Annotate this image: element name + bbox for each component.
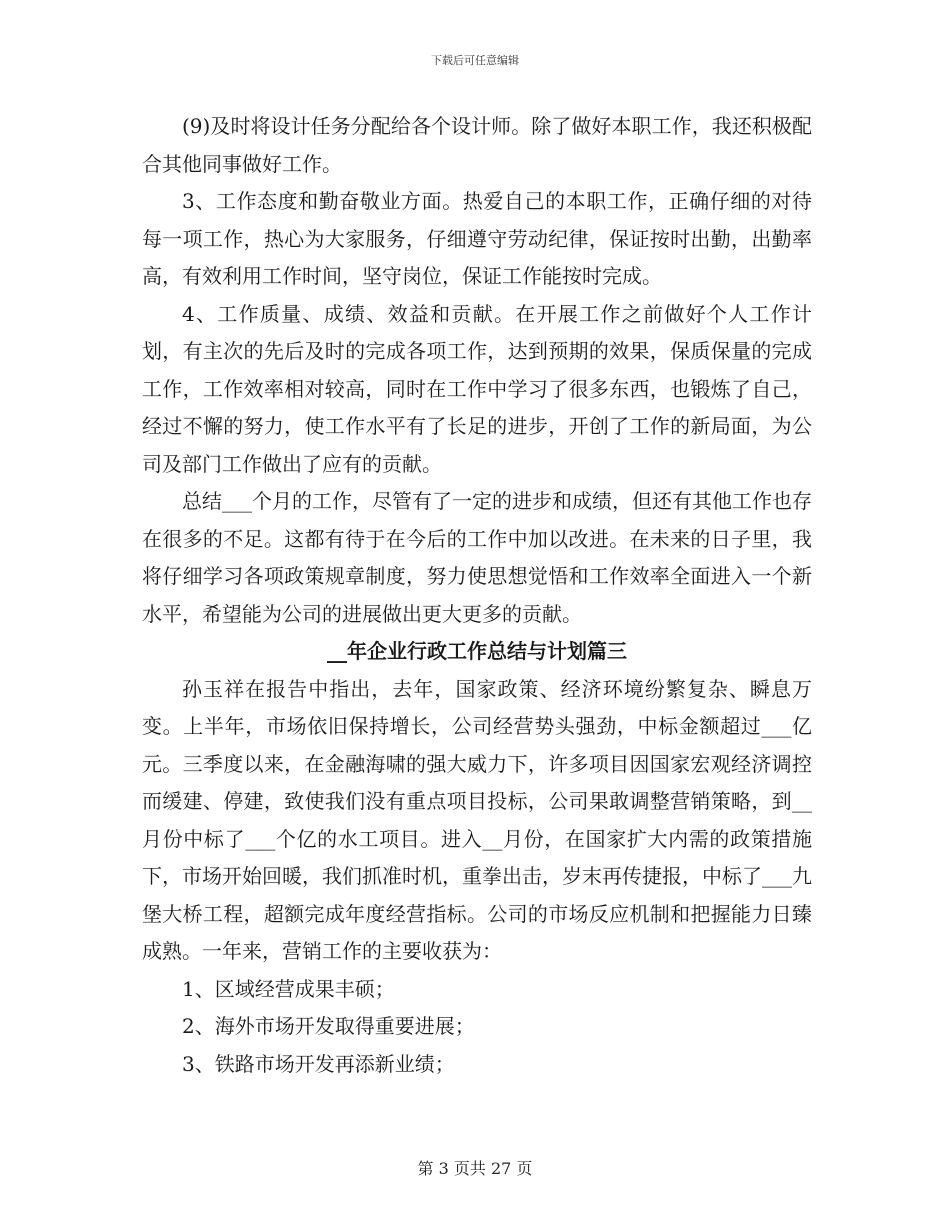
paragraph-summary: 总结___个月的工作，尽管有了一定的进步和成绩，但还有其他工作也存在很多的不足。这都有待于在今后的工作中加以改进。在未来的日子里，我将仔细学习各项政策规章制度，努力使思想觉悟和工作效率全面进入一个新水平，希望能为公司的进展做出更大更多的贡献。 [142,489,812,626]
paragraph-task-assignment: (9)及时将设计任务分配给各个设计师。除了做好本职工作，我还积极配合其他同事做好工作。 [142,114,812,176]
section-title: __年企业行政工作总结与计划篇三 [327,639,627,663]
list-item: 1、区域经营成果丰硕； [182,976,395,1001]
page-header-note: 下载后可任意编辑 [431,54,519,67]
paragraph-work-quality: 4、工作质量、成绩、效益和贡献。在开展工作之前做好个人工作计划，有主次的先后及时的完成各项工作，达到预期的效果，保质保量的完成工作，工作效率相对较高，同时在工作中学习了很多东西，也锻炼了自己，经过不懈的努力，使工作水平有了长足的进步，开创了工作的新局面，为公司及部门工作做出了应有的贡献。 [142,301,812,476]
paragraph-work-attitude: 3、工作态度和勤奋敬业方面。热爱自己的本职工作，正确仔细的对待每一项工作，热心为大家服务，仔细遵守劳动纪律，保证按时出勤，出勤率高，有效利用工作时间，坚守岗位，保证工作能按时完成。 [142,189,812,288]
list-item: 2、海外市场开发取得重要进展； [182,1014,475,1038]
page-footer-number: 第 3 页共 27 页 [417,1159,533,1178]
paragraph-report: 孙玉祥在报告中指出，去年，国家政策、经济环境纷繁复杂、瞬息万变。上半年，市场依旧保持增长，公司经营势头强劲，中标金额超过___亿元。三季度以来，在金融海啸的强大威力下，许多项目因国家宏观经济调控而缓建、停建，致使我们没有重点项目投标，公司果敢调整营销策略，到__月份中标了___个亿的水工项目。进入__月份，在国家扩大内需的政策措施下，市场开始回暖，我们抓准时机，重拳出击，岁末再传捷报，中标了___九堡大桥工程，超额完成年度经营指标。公司的市场反应机制和把握能力日臻成熟。一年来，营销工作的主要收获为： [142,676,812,963]
list-item: 3、铁路市场开发再添新业绩； [182,1051,455,1076]
document-body [142,108,812,1083]
